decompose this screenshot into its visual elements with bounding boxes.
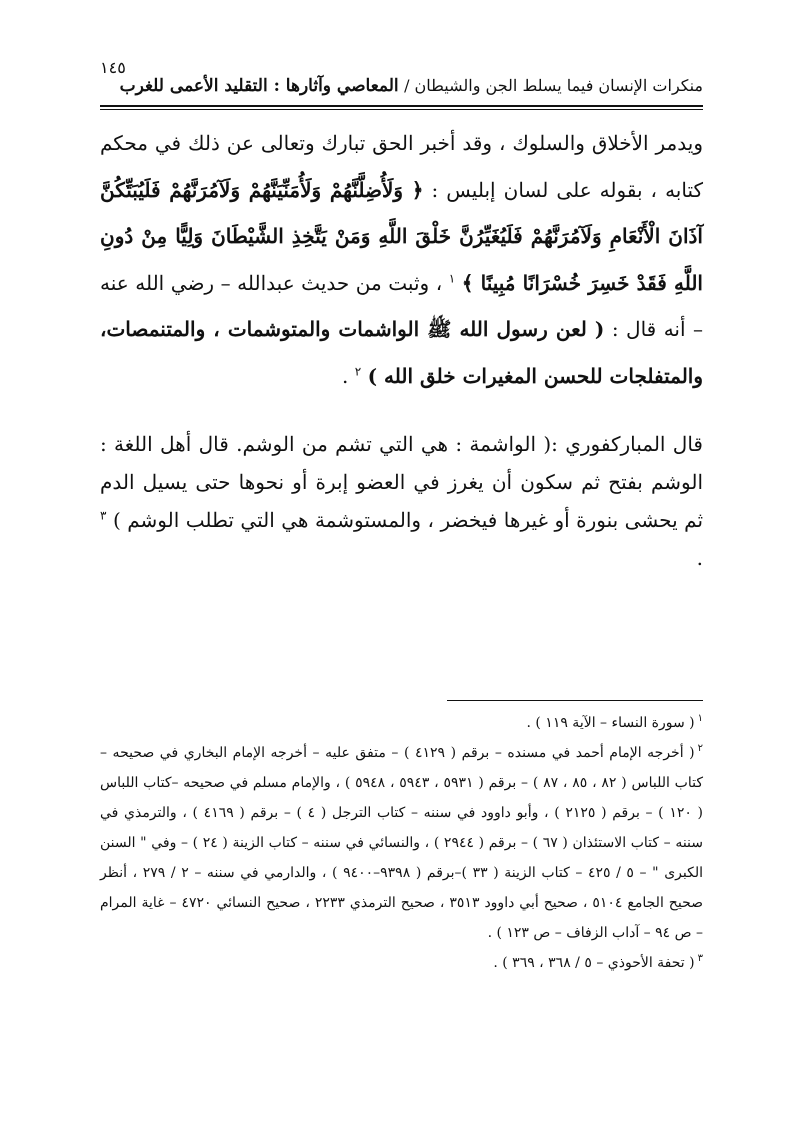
para1-mid: ، وثبت من حديث عبدالله – رضي الله عنه – أنه قال : — [100, 270, 704, 341]
footnote-number: ٢ — [697, 743, 703, 755]
footnote-ref-2: ٢ — [354, 363, 362, 378]
page-number: ١٤٥ — [100, 58, 126, 77]
footnote-text: ( أخرجه الإمام أحمد في مسنده – برقم ( ٤١٢٩ ) – متفق عليه – أخرجه الإمام البخاري في صحيحه – كتاب اللباس ( ٨٢ ، ٨٥ ، ٨٧ ) – برقم ( ٥٩٣١ ، ٥٩٤٣ ، ٥٩٤٨ ) ، والإمام مسلم في صحيحه –كتاب اللباس ( ١٢٠ ) – برقم ( ٢١٢٥ ) ، وأبو داوود في سننه – كتاب الترجل ( ٤ ) – برقم ( ٤١٦٩ ) ، والترمذي في سننه – كتاب الاستئذان ( ٦٧ ) – برقم ( ٢٩٤٤ ) ، والنسائي في سننه – كتاب الزينة ( ٢٤ ) – وفي " السنن الكبرى " – ٥ / ٤٢٥ – كتاب الزينة ( ٣٣ )–برقم ( ٩٣٩٨–٩٤٠٠ ) ، والدارمي في سننه – ٢ / ٢٧٩ ، أنظر صحيح الجامع ٥١٠٤ ، صحيح أبي داوود ٣٥١٣ ، صحيح الترمذي ٢٢٣٣ ، صحيح النسائي ٤٧٢٠ – غاية المرام – ص ٩٤ – آداب الزفاف – ص ١٢٣ ) . — [100, 745, 704, 941]
footnote — [100, 708, 703, 738]
footnote-separator — [447, 700, 703, 701]
body-text — [100, 120, 703, 577]
footnote-number: ٣ — [697, 953, 703, 965]
para1-intro: ويدمر الأخلاق والسلوك ، وقد أخبر الحق تبارك وتعالى عن ذلك في محكم كتابه ، بقوله على لسان إبليس : — [100, 131, 704, 202]
quran-verse: ﴿ وَلَأُضِلَّنَّهُمْ وَلَأُمَنِّيَنَّهُمْ وَلَآمُرَنَّهُمْ فَلَيُبَتِّكُنَّ آذَانَ الْأَنْعَامِ وَلَآمُرَنَّهُمْ فَلَيُغَيِّرُنَّ خَلْقَ اللَّهِ وَمَنْ يَتَّخِذِ الشَّيْطَانَ وَلِيًّا مِنْ دُونِ اللَّهِ فَقَدْ خَسِرَ خُسْرَانًا مُبِينًا ﴾ — [100, 177, 703, 295]
running-header — [100, 76, 703, 96]
para2-text: قال المباركفوري :( الواشمة : هي التي تشم من الوشم. قال أهل اللغة : الوشم بفتح ثم سكون أن يغرز في العضو إبرة أو نحوها حتى يسيل الدم ثم يحشى بنورة أو غيرها فيخضر ، والمستوشمة هي التي تطلب الوشم ) — [100, 432, 704, 532]
footnote — [100, 948, 703, 978]
paragraph-1 — [100, 120, 703, 399]
header-rule — [100, 105, 703, 107]
footnote-text: ( سورة النساء – الآية ١١٩ ) . — [526, 715, 695, 731]
hadith-text: ( لعن رسول الله ﷺ الواشمات والمتوشمات ، والمتنمصات، والمتفلجات للحسن المغيرات خلق الله ) — [100, 317, 703, 388]
para1-end: . — [342, 363, 349, 388]
footnote-ref-3: ٣ — [100, 508, 107, 523]
series-title: منكرات الإنسان فيما يسلط الجن والشيطان / — [404, 76, 703, 95]
footnote-text: ( تحفة الأحوذي – ٥ / ٣٦٨ ، ٣٦٩ ) . — [493, 955, 695, 971]
footnote-ref-1: ١ — [448, 270, 456, 285]
chapter-title: المعاصي وآثارها : التقليد الأعمى للغرب — [119, 76, 399, 96]
footnotes — [100, 708, 703, 978]
para2-end: . — [696, 546, 703, 570]
header-rule-thin — [100, 109, 703, 110]
paragraph-2 — [100, 425, 703, 577]
footnote — [100, 738, 703, 948]
footnote-number: ١ — [697, 713, 703, 725]
